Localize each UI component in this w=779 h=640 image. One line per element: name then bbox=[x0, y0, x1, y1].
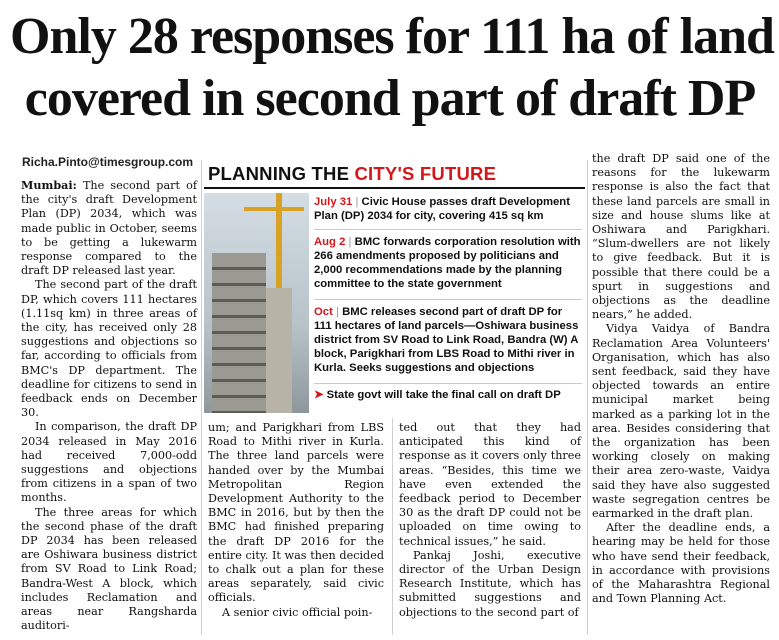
article-paragraph: the draft DP said one of the reasons for the lukewarm response is also the fact that these land parcels are small in size and house slums like at Oshiwara and Parigkhari. “Slum-dwellers are not likely to give feedback. But it is possible that there could be a spurt in suggestions and objections as the deadline nears,” he added. bbox=[592, 152, 770, 322]
column-divider bbox=[392, 418, 393, 635]
headline-line-2: covered in second part of draft DP bbox=[24, 70, 756, 127]
timeline-separator: | bbox=[355, 196, 359, 208]
construction-photo bbox=[204, 193, 309, 413]
column-divider bbox=[201, 160, 202, 635]
article-paragraph: ted out that they had anticipated this kind of response as it covers only three areas. “Besides, this time we have even extended the feedback period to December 30 as the draft DP could not be uploaded on time owing to technical issues,” he said. bbox=[399, 421, 581, 548]
timeline-item bbox=[314, 235, 582, 291]
byline[interactable]: Richa.Pinto@timesgroup.com bbox=[22, 155, 194, 169]
headline-line-1: Only 28 responses for 111 ha of land bbox=[10, 8, 774, 65]
timeline-divider bbox=[314, 383, 582, 384]
timeline-divider bbox=[314, 229, 582, 230]
article-paragraph: A senior civic official poin- bbox=[222, 605, 373, 619]
article-column-1 bbox=[21, 178, 197, 634]
infobox-takeaway bbox=[314, 388, 584, 401]
timeline-separator: | bbox=[348, 236, 352, 248]
article-paragraph: Pankaj Joshi, executive director of the Urban Design Research Institute, which has submitted suggestions and objections to the second part of bbox=[399, 548, 581, 619]
article-paragraph bbox=[21, 178, 197, 278]
building-under-construction bbox=[212, 253, 266, 413]
article-column-3 bbox=[399, 421, 581, 620]
article-paragraph: um; and Parigkhari from LBS Road to Mithi river in Kurla. The three land parcels were handed over by the Mumbai Metropolitan Region Development Authority to the BMC in 2016, but by then the BMC had finished preparing the draft DP 2016 for the entire city. It was then decided to chalk out a plan for these areas separately, said civic officials. bbox=[208, 421, 384, 605]
article-paragraph: After the deadline ends, a hearing may be held for those who have send their feedback, in accordance with provisions of the Maharashtra Regional and Town Planning Act. bbox=[592, 521, 770, 606]
article-paragraph: In comparison, the draft DP 2034 released in May 2016 had received 7,000-odd suggestions and objections from citizens in a span of two months. bbox=[21, 420, 197, 505]
article-column-4 bbox=[592, 152, 770, 607]
paragraph-text: The second part of the city's draft Development Plan (DP) 2034, which was made public in October, seems to be getting a lukewarm response compared to the draft DP released last year. bbox=[21, 179, 197, 278]
article-paragraph: The second part of the draft DP, which covers 111 hectares (1.11sq km) in three areas of the city, has received only 28 suggestions and objections so far, according to officials from BMC's DP department. The deadline for citizens to send in feedback ends on December 30. bbox=[21, 278, 197, 420]
article-paragraph: The three areas for which the second phase of the draft DP 2034 has been released are Oshiwara business district from SV Road to Link Road; Bandra-West A block, which includes Reclamation and areas near Rangsharda auditori- bbox=[21, 505, 197, 633]
timeline-event: Civic House passes draft Development Plan (DP) 2034 for city, covering 415 sq km bbox=[314, 196, 570, 222]
timeline-event: BMC forwards corporation resolution with 266 amendments proposed by politicians and 2,000 recommendations made by the planning committee to the state government bbox=[314, 236, 581, 290]
red-arrow-icon: ➤ bbox=[314, 389, 324, 401]
article-column-2 bbox=[208, 421, 384, 620]
infobox-title-rule bbox=[204, 187, 585, 189]
timeline-item bbox=[314, 305, 582, 375]
timeline-date: July 31 bbox=[314, 196, 353, 208]
timeline-item bbox=[314, 195, 582, 223]
headline bbox=[10, 6, 774, 130]
planning-infobox bbox=[204, 157, 585, 414]
infobox-title-part2: CITY'S FUTURE bbox=[354, 163, 497, 184]
dateline: Mumbai: bbox=[21, 178, 77, 192]
article-paragraph: Vidya Vaidya of Bandra Reclamation Area Volunteers' Organisation, which has also sent feedback, said they have objected towards an entire municipal market being marked as a parking lot in the area. Besides considering that the organization has been working closely on making their area zero-waste, Vaidya said they have also suggested waste segregation centres be earmarked in the draft plan. bbox=[592, 322, 770, 521]
timeline-divider bbox=[314, 299, 582, 300]
column-divider bbox=[587, 160, 588, 635]
timeline-date: Oct bbox=[314, 306, 333, 318]
timeline-date: Aug 2 bbox=[314, 236, 346, 248]
takeaway-text: State govt will take the final call on draft DP bbox=[326, 389, 561, 401]
infobox-title-part1: PLANNING THE bbox=[208, 163, 350, 184]
timeline-event: BMC releases second part of draft DP for 111 hectares of land parcels—Oshiwara business district from SV Road to Link Road, Bandra (W) A block, Parigkhari from LBS Road to Mithi river in Kurla. Seeks suggestions and objections bbox=[314, 306, 579, 374]
timeline-separator: | bbox=[335, 306, 339, 318]
building-secondary bbox=[266, 288, 292, 413]
infobox-title bbox=[208, 163, 496, 185]
crane-jib bbox=[244, 207, 304, 211]
